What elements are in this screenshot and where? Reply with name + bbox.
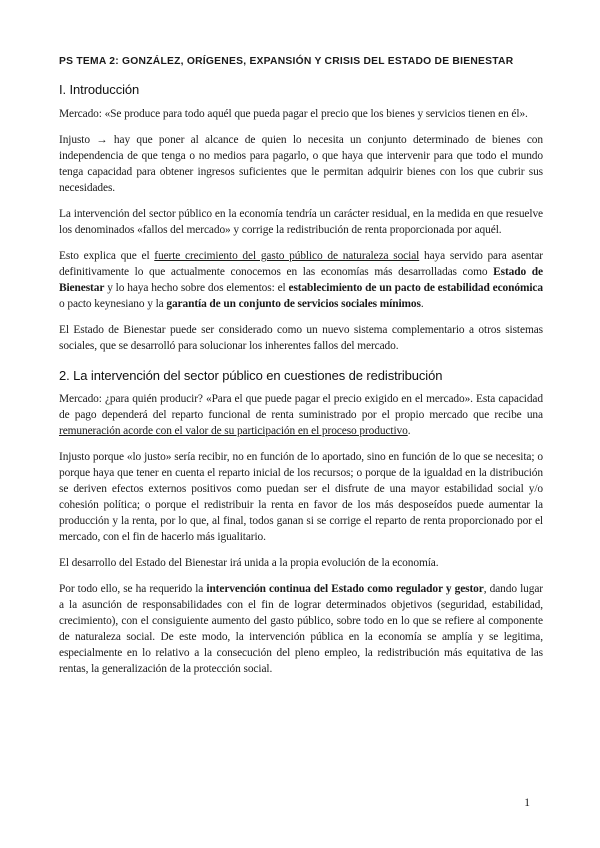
paragraph: Injusto → hay que poner al alcance de quien lo necesita un conjunto determinado de bienes con independencia de que tenga o no medios para pagarlo, o que haya que intervenir para que todo el mundo tenga capacidad para obtener ingresos suficientes que le permitan adquirir bienes con los que cubrir sus necesidades. <box>59 134 543 194</box>
document-title: PS TEMA 2: GONZÁLEZ, ORÍGENES, EXPANSIÓN Y CRISIS DEL ESTADO DE BIENESTAR <box>59 56 514 67</box>
underlined-text: fuerte crecimiento del gasto público de naturaleza social <box>154 250 420 262</box>
bold-term: Estado de Bienestar <box>59 266 543 294</box>
text-run: Esto explica que el <box>59 250 155 262</box>
bold-term: intervención continua del Estado como regulador y gestor <box>206 583 484 595</box>
text-run: Por todo ello, se ha requerido la <box>59 583 207 595</box>
paragraph <box>59 248 543 312</box>
underlined-text: remuneración acorde con el valor de su participación en el proceso productivo <box>59 425 408 437</box>
paragraph <box>59 581 543 677</box>
text-run: haya servido para asentar definitivamente lo que actualmente conocemos en las economías más desarrolladas como <box>59 250 543 278</box>
text-run: Mercado: ¿para quién producir? «Para el que puede pagar el precio exigido en el mercado». Esta capacidad de pago dependerá del reparto funcional de renta suministrado por el propio mercado que recibe una <box>59 393 543 421</box>
paragraph: La intervención del sector público en la economía tendría un carácter residual, en la medida en que resuelve los denominados «fallos del mercado» y corrige la redistribución de renta proporcionada por aquél. <box>59 208 543 236</box>
paragraph: El Estado de Bienestar puede ser considerado como un nuevo sistema complementario a otros sistemas sociales, que se desarrolló para solucionar los inherentes fallos del mercado. <box>59 324 543 352</box>
page-number: 1 <box>524 797 530 809</box>
text-run: y lo haya hecho sobre dos elementos: el <box>104 282 289 294</box>
bold-term: garantía de un conjunto de servicios sociales mínimos <box>166 298 421 310</box>
text-run: . <box>407 425 411 437</box>
section-heading-introduction: I. Introducción <box>59 82 140 97</box>
paragraph <box>59 391 543 439</box>
text-run: . <box>420 298 424 310</box>
paragraph: Mercado: «Se produce para todo aquél que pueda pagar el precio que los bienes y servicios tienen en él». <box>59 108 528 120</box>
text-run: , dando lugar a la asunción de responsabilidades con el fin de lograr determinados objetivos (seguridad, estabilidad, crecimiento), con el consiguiente aumento del gasto público, sobre todo en lo que se refiere al componente de naturaleza social. De este modo, la intervención pública en la economía se amplía y se legitima, especialmente en lo relativo a la consecución del pleno empleo, la redistribución más equitativa de las rentas, la generalización de la protección social. <box>59 583 543 675</box>
section-heading-redistribution: 2. La intervención del sector público en cuestiones de redistribución <box>59 368 443 383</box>
text-run: o pacto keynesiano y la <box>59 298 167 310</box>
bold-term: establecimiento de un pacto de estabilidad económica <box>288 282 543 294</box>
paragraph: El desarrollo del Estado del Bienestar irá unida a la propia evolución de la economía. <box>59 557 439 569</box>
paragraph: Injusto porque «lo justo» sería recibir, no en función de lo aportado, sino en función de lo que se necesita; o porque haya que tener en cuenta el reparto inicial de los recursos; o porque de la igualdad en la distribución se deriven efectos externos positivos como puedan ser el disfrute de una mayor estabilidad social y/o cohesión política; o porque el redistribuir la renta en favor de los más desposeídos puede aumentar la producción y la renta, por lo que, al final, todos ganan si se corrige el reparto de renta proporcionado por el mercado, con el fin de hacerlo más igualitario. <box>59 451 543 543</box>
